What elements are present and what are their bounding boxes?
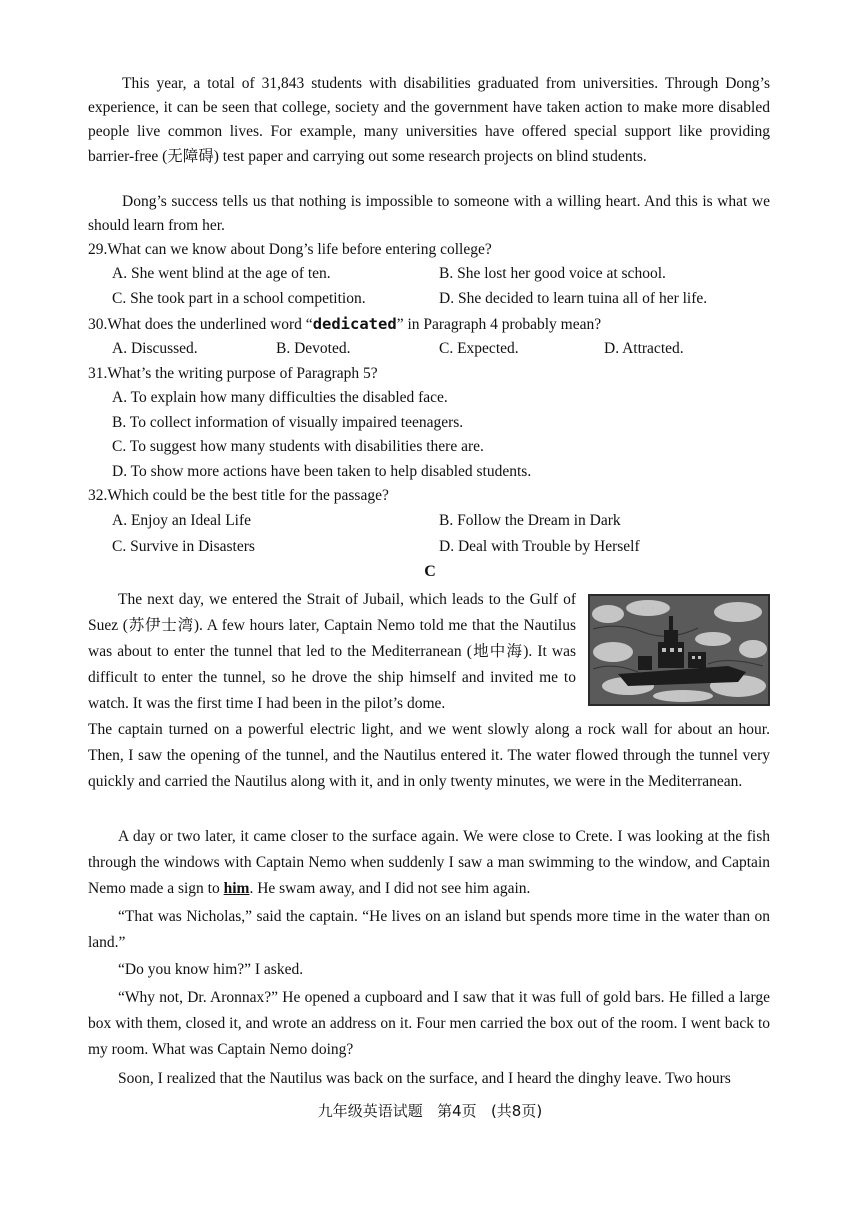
option-c: C. Survive in Disasters: [112, 538, 255, 555]
underlined-word: him: [223, 880, 250, 897]
option-a: A. Discussed.: [112, 340, 198, 357]
option-a: A. She went blind at the age of ten.: [112, 265, 331, 282]
passage-text: A day or two later, it came closer to the surface again. We were close to Crete. I was looking at the fish through the windows with Captain Nemo when suddenly I saw a man swimming to the window, and Captain Nemo made a sign to: [88, 828, 770, 897]
section-heading: C: [424, 563, 436, 580]
page-footer: 九年级英语试题 第4页 (共8页): [317, 1102, 543, 1120]
passage-paragraph: Soon, I realized that the Nautilus was back on the surface, and I heard the dinghy leave. Two hours: [118, 1070, 731, 1087]
passage-paragraph: “Why not, Dr. Aronnax?” He opened a cupboard and I saw that it was full of gold bars. He filled a large box with them, closed it, and wrote an address on it. Four men carried the box out of the room. I went back to my room. What was Captain Nemo doing?: [88, 989, 770, 1058]
passage-text: . He swam away, and I did not see him again.: [249, 880, 531, 897]
question-31: [88, 364, 378, 384]
question-stem: Which could be the best title for the passage?: [107, 487, 389, 504]
question-number: 30.: [88, 316, 108, 333]
option-a: A. Enjoy an Ideal Life: [112, 512, 252, 529]
option-b: B. She lost her good voice at school.: [439, 265, 666, 282]
question-number: 32.: [88, 487, 108, 504]
question-29: [88, 240, 492, 260]
passage-paragraph: The captain turned on a powerful electric light, and we went slowly along a rock wall for about an hour. Then, I saw the opening of the tunnel, and the Nautilus entered it. The water flowed through the tunnel very quickly and carried the Nautilus along with it, and in only twenty minutes, we were in the Mediterranean.: [88, 721, 770, 790]
question-stem: ” in Paragraph 4 probably mean?: [396, 316, 602, 333]
question-30: [88, 314, 601, 335]
question-number: 29.: [88, 241, 108, 258]
passage-paragraph: “That was Nicholas,” said the captain. “He lives on an island but spends more time in the water than on land.”: [88, 908, 770, 951]
option-c: C. Expected.: [439, 340, 519, 357]
option-d: D. To show more actions have been taken to help disabled students.: [112, 463, 532, 480]
question-stem: What’s the writing purpose of Paragraph 5?: [107, 365, 378, 382]
option-c: C. She took part in a school competition.: [112, 290, 366, 307]
option-b: B. Follow the Dream in Dark: [439, 512, 621, 529]
passage-paragraph: “Do you know him?” I asked.: [118, 961, 304, 978]
submarine-illustration: [588, 594, 770, 706]
question-number: 31.: [88, 365, 108, 382]
option-d: D. She decided to learn tuina all of her life.: [439, 290, 708, 307]
passage-paragraph: [88, 824, 770, 902]
passage-paragraph: The next day, we entered the Strait of Jubail, which leads to the Gulf of Suez (苏伊士湾). A few hours later, Captain Nemo told me that the Nautilus was about to enter the tunnel that led to the Mediterranean (地中海). It was difficult to enter the tunnel, so he drove the ship himself and invited me to watch. It was the first time I had been in the pilot’s dome.: [88, 591, 576, 712]
option-d: D. Attracted.: [604, 340, 684, 357]
question-stem: What does the underlined word “: [107, 316, 313, 333]
passage-paragraph: This year, a total of 31,843 students with disabilities graduated from universities. Through Dong’s experience, it can be seen that college, society and the government have taken action to make more disabled people live common lives. For example, many universities have offered special support like providing barrier-free (无障碍) test paper and carrying out some research projects on blind students.: [88, 75, 770, 165]
passage-paragraph: Dong’s success tells us that nothing is impossible to someone with a willing heart. And this is what we should learn from her.: [88, 193, 770, 235]
option-b: B. To collect information of visually impaired teenagers.: [112, 414, 464, 431]
question-stem: What can we know about Dong’s life before entering college?: [107, 241, 492, 258]
option-a: A. To explain how many difficulties the disabled face.: [112, 389, 448, 406]
question-32: [88, 486, 389, 506]
underlined-word: dedicated: [312, 315, 397, 333]
option-d: D. Deal with Trouble by Herself: [439, 538, 640, 555]
option-b: B. Devoted.: [276, 340, 351, 357]
option-c: C. To suggest how many students with disabilities there are.: [112, 438, 484, 455]
